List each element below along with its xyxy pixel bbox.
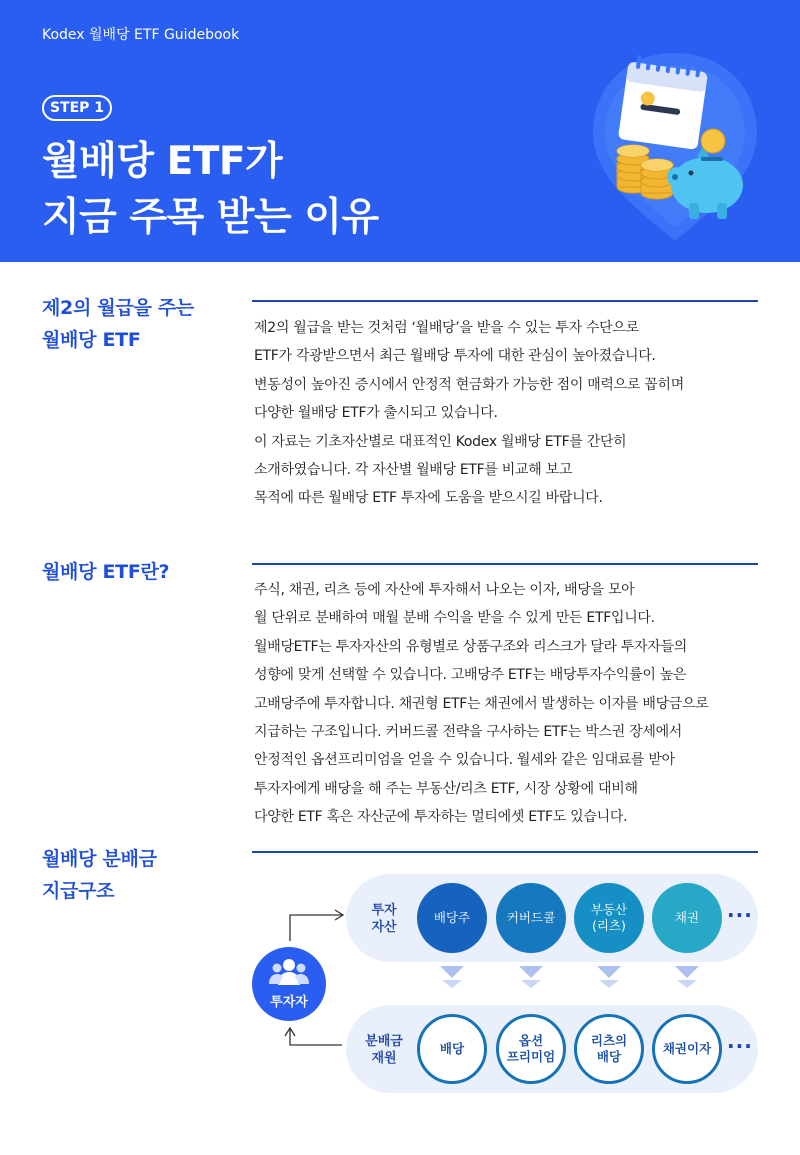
- asset-node-reits: [574, 883, 644, 953]
- section1-body: [254, 314, 764, 513]
- section2-line: 지급하는 구조입니다. 커버드콜 전략을 구사하는 ETF는 박스권 장세에서: [254, 724, 683, 741]
- sources-row-label-line1: 분배금: [365, 1034, 403, 1049]
- assets-row-label-line2: 자산: [371, 920, 397, 935]
- connector-to-assets: [290, 915, 342, 941]
- section2-title: 월배당 ETF란?: [42, 561, 170, 583]
- down-arrow-icon: [597, 966, 621, 978]
- source-node-bond-interest: [652, 1014, 722, 1084]
- asset-node-dividend-stock: [417, 883, 487, 953]
- asset-node-bond: [652, 883, 722, 953]
- assets-row-label: [362, 902, 406, 936]
- section1-line: 제2의 월급을 받는 것처럼 ‘월배당’을 받을 수 있는 투자 수단으로: [254, 320, 639, 336]
- section1-line: 목적에 따른 월배당 ETF 투자에 도움을 받으시길 바랍니다.: [254, 490, 603, 507]
- section2-line: 안정적인 옵션프리미엄을 얻을 수 있습니다. 월세와 같은 임대료를 받아: [254, 752, 675, 769]
- investor-label: 투자자: [270, 995, 308, 1010]
- section2-line: 다양한 ETF 혹은 자산군에 투자하는 멀티에셋 ETF도 있습니다.: [254, 809, 628, 826]
- section3-title-line2: 지급구조: [42, 880, 115, 902]
- page-title-line2: 지금 주목 받는 이유: [42, 195, 379, 240]
- source-node-label: 배당: [439, 1041, 465, 1056]
- section3-title-line1: 월배당 분배금: [42, 848, 157, 870]
- assets-more-icon: ···: [727, 903, 753, 927]
- down-arrow-icon: [675, 966, 699, 978]
- down-arrow-icon: [442, 980, 462, 988]
- down-arrow-icon: [521, 980, 541, 988]
- page-title-line1: 월배당 ETF가: [42, 139, 283, 184]
- assets-row-label-line1: 투자: [371, 903, 397, 918]
- section1-title-line1: 제2의 월급을 주는: [42, 297, 194, 319]
- down-arrow-icon: [519, 966, 543, 978]
- connector-from-sources: [290, 1029, 342, 1045]
- people-icon: [269, 957, 309, 987]
- section1-title-line2: 월배당 ETF: [42, 329, 141, 351]
- source-node-reits-dividend: [574, 1014, 644, 1084]
- section1-line: 다양한 월배당 ETF가 출시되고 있습니다.: [254, 405, 498, 422]
- asset-node-label: 커버드콜: [506, 910, 556, 925]
- sources-row-label: [358, 1033, 410, 1067]
- asset-node-sublabel: (리츠): [592, 918, 626, 933]
- brand-title: Kodex 월배당 ETF Guidebook: [42, 27, 240, 43]
- down-arrow-icon: [440, 966, 464, 978]
- page-title: [42, 134, 379, 246]
- section1-divider: [252, 300, 758, 302]
- asset-node-label: 배당주: [433, 910, 471, 925]
- down-arrow-icon: [599, 980, 619, 988]
- down-arrow-icon: [677, 980, 697, 988]
- sources-row-label-line2: 재원: [371, 1051, 397, 1066]
- section1-line: 소개하였습니다. 각 자산별 월배당 ETF를 비교해 보고: [254, 462, 573, 479]
- sources-more-icon: ···: [727, 1034, 753, 1058]
- step-badge: STEP 1: [42, 95, 112, 121]
- hero-illustration: [585, 45, 765, 245]
- asset-node-label: 채권: [674, 910, 700, 925]
- section3-title: [42, 843, 157, 907]
- section2-line: 월 단위로 분배하여 매월 분배 수익을 받을 수 있게 만든 ETF입니다.: [254, 610, 655, 627]
- section1-title: [42, 292, 194, 356]
- header-banner: [0, 0, 800, 262]
- section2-body: [254, 576, 764, 832]
- asset-node-label: 부동산: [590, 902, 628, 917]
- source-node-sublabel: 프리미엄: [506, 1049, 556, 1064]
- section2-line: 투자자에게 배당을 해 주는 부동산/리츠 ETF, 시장 상황에 대비해: [254, 780, 638, 797]
- section2-divider: [252, 563, 758, 565]
- asset-node-covered-call: [496, 883, 566, 953]
- section1-line: ETF가 각광받으면서 최근 월배당 투자에 대한 관심이 높아졌습니다.: [254, 348, 656, 365]
- section2-line: 월배당ETF는 투자자산의 유형별로 상품구조와 리스크가 달라 투자자들의: [254, 638, 687, 655]
- investor-node: [252, 947, 326, 1021]
- section2-line: 성향에 맞게 선택할 수 있습니다. 고배당주 ETF는 배당투자수익률이 높은: [254, 667, 687, 684]
- source-node-label: 옵션: [518, 1033, 544, 1048]
- section3-divider: [252, 851, 758, 853]
- section1-line: 변동성이 높아진 증시에서 안정적 현금화가 가능한 점이 매력으로 꼽히며: [254, 376, 684, 393]
- section2-line: 고배당주에 투자합니다. 채권형 ETF는 채권에서 발생하는 이자를 배당금으로: [254, 695, 709, 712]
- source-node-label: 채권이자: [662, 1041, 712, 1056]
- source-node-sublabel: 배당: [596, 1049, 622, 1064]
- source-node-option-premium: [496, 1014, 566, 1084]
- section1-line: 이 자료는 기초자산별로 대표적인 Kodex 월배당 ETF를 간단히: [254, 433, 627, 450]
- source-node-label: 리츠의: [590, 1033, 628, 1048]
- section2-line: 주식, 채권, 리츠 등에 자산에 투자해서 나오는 이자, 배당을 모아: [254, 582, 635, 598]
- source-node-dividend: [417, 1014, 487, 1084]
